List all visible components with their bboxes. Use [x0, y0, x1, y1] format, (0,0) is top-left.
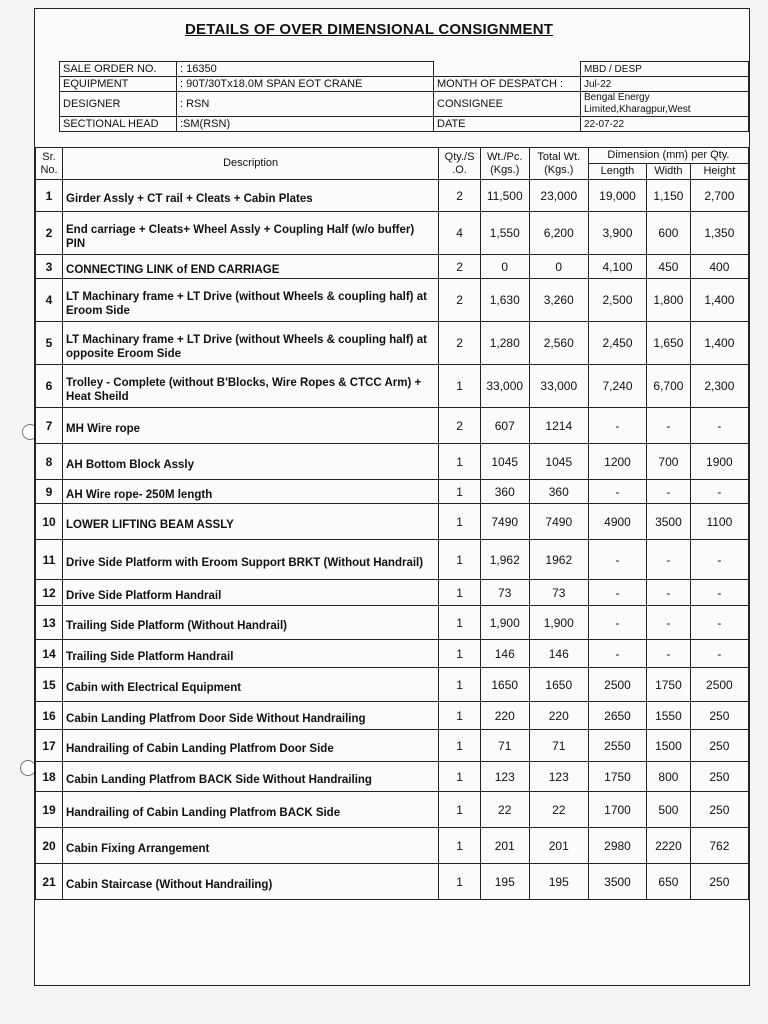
row-width: 450: [647, 255, 691, 279]
row-height: 250: [690, 702, 748, 730]
table-row: [36, 668, 749, 702]
row-weight-per-piece: 360: [480, 480, 529, 504]
row-weight-per-piece: 0: [480, 255, 529, 279]
row-sr: 14: [36, 640, 63, 668]
row-qty: 1: [439, 828, 481, 864]
table-row: [36, 365, 749, 408]
row-total-weight: 1962: [529, 540, 588, 580]
row-height: -: [690, 580, 748, 606]
row-sr: 4: [36, 279, 63, 322]
row-width: 2220: [647, 828, 691, 864]
row-sr: 12: [36, 580, 63, 606]
table-row: [36, 504, 749, 540]
row-total-weight: 123: [529, 762, 588, 792]
row-description: Handrailing of Cabin Landing Platfrom Door Side: [63, 730, 439, 762]
row-length: -: [588, 606, 646, 640]
row-width: 1500: [647, 730, 691, 762]
row-description: End carriage + Cleats+ Wheel Assly + Coupling Half (w/o buffer) PIN: [63, 212, 439, 255]
row-total-weight: 195: [529, 864, 588, 900]
row-weight-per-piece: 123: [480, 762, 529, 792]
row-weight-per-piece: 1,900: [480, 606, 529, 640]
row-weight-per-piece: 146: [480, 640, 529, 668]
row-description: LT Machinary frame + LT Drive (without Wheels & coupling half) at Eroom Side: [63, 279, 439, 322]
row-total-weight: 3,260: [529, 279, 588, 322]
table-row: [36, 702, 749, 730]
row-height: 250: [690, 762, 748, 792]
equipment-label: EQUIPMENT: [60, 77, 177, 92]
row-height: 250: [690, 864, 748, 900]
row-width: -: [647, 640, 691, 668]
row-sr: 20: [36, 828, 63, 864]
row-total-weight: 71: [529, 730, 588, 762]
row-width: 1,800: [647, 279, 691, 322]
row-length: 2,450: [588, 322, 646, 365]
row-weight-per-piece: 73: [480, 580, 529, 606]
row-sr: 19: [36, 792, 63, 828]
row-height: 1900: [690, 444, 748, 480]
row-qty: 4: [439, 212, 481, 255]
row-qty: 1: [439, 702, 481, 730]
header-sr: Sr. No.: [36, 148, 63, 180]
row-qty: 1: [439, 444, 481, 480]
row-qty: 1: [439, 365, 481, 408]
table-row: [36, 762, 749, 792]
row-description: AH Bottom Block Assly: [63, 444, 439, 480]
row-length: 1200: [588, 444, 646, 480]
sale-order-value: : 16350: [177, 62, 434, 77]
row-qty: 2: [439, 279, 481, 322]
table-row: [36, 730, 749, 762]
row-width: 1550: [647, 702, 691, 730]
row-description: AH Wire rope- 250M length: [63, 480, 439, 504]
row-qty: 2: [439, 255, 481, 279]
row-qty: 1: [439, 504, 481, 540]
row-sr: 6: [36, 365, 63, 408]
header-total-wt: Total Wt. (Kgs.): [529, 148, 588, 180]
row-qty: 1: [439, 762, 481, 792]
row-width: -: [647, 580, 691, 606]
row-sr: 8: [36, 444, 63, 480]
row-height: 2,700: [690, 180, 748, 212]
consignment-sheet: [34, 8, 750, 986]
date-value: 22-07-22: [581, 117, 749, 132]
row-weight-per-piece: 7490: [480, 504, 529, 540]
row-total-weight: 360: [529, 480, 588, 504]
consignee-line-1: Bengal Energy: [584, 92, 650, 103]
row-width: 600: [647, 212, 691, 255]
row-sr: 13: [36, 606, 63, 640]
row-width: 1,150: [647, 180, 691, 212]
row-weight-per-piece: 1,280: [480, 322, 529, 365]
row-description: Handrailing of Cabin Landing Platfrom BACK Side: [63, 792, 439, 828]
table-row: [36, 444, 749, 480]
row-qty: 2: [439, 322, 481, 365]
row-height: 2500: [690, 668, 748, 702]
row-length: 4,100: [588, 255, 646, 279]
consignee-value: [581, 92, 749, 117]
row-width: -: [647, 540, 691, 580]
header-width: Width: [647, 164, 691, 180]
row-qty: 1: [439, 480, 481, 504]
row-length: 1750: [588, 762, 646, 792]
header-wt-pc: Wt./Pc. (Kgs.): [480, 148, 529, 180]
row-length: 3,900: [588, 212, 646, 255]
row-length: -: [588, 540, 646, 580]
row-description: CONNECTING LINK of END CARRIAGE: [63, 255, 439, 279]
row-qty: 2: [439, 180, 481, 212]
row-description: Trailing Side Platform (Without Handrail): [63, 606, 439, 640]
row-sr: 15: [36, 668, 63, 702]
row-height: 1,400: [690, 279, 748, 322]
row-description: LOWER LIFTING BEAM ASSLY: [63, 504, 439, 540]
row-weight-per-piece: 11,500: [480, 180, 529, 212]
row-qty: 2: [439, 408, 481, 444]
row-total-weight: 33,000: [529, 365, 588, 408]
row-sr: 2: [36, 212, 63, 255]
row-width: 3500: [647, 504, 691, 540]
row-length: 4900: [588, 504, 646, 540]
row-total-weight: 201: [529, 828, 588, 864]
document-title: DETAILS OF OVER DIMENSIONAL CONSIGNMENT: [185, 21, 554, 38]
row-qty: 1: [439, 580, 481, 606]
row-total-weight: 146: [529, 640, 588, 668]
table-row: [36, 580, 749, 606]
table-row: [36, 408, 749, 444]
row-total-weight: 22: [529, 792, 588, 828]
row-width: 500: [647, 792, 691, 828]
table-row: [36, 480, 749, 504]
row-height: -: [690, 540, 748, 580]
row-qty: 1: [439, 540, 481, 580]
row-sr: 11: [36, 540, 63, 580]
designer-value: : RSN: [177, 92, 434, 117]
row-height: 1,400: [690, 322, 748, 365]
row-length: 2980: [588, 828, 646, 864]
row-width: -: [647, 408, 691, 444]
row-length: 2650: [588, 702, 646, 730]
row-sr: 10: [36, 504, 63, 540]
row-sr: 21: [36, 864, 63, 900]
row-width: -: [647, 480, 691, 504]
row-sr: 16: [36, 702, 63, 730]
row-description: Cabin Landing Platfrom Door Side Without Handrailing: [63, 702, 439, 730]
row-width: -: [647, 606, 691, 640]
row-sr: 1: [36, 180, 63, 212]
row-length: 7,240: [588, 365, 646, 408]
order-info-table: [59, 61, 749, 132]
row-height: 400: [690, 255, 748, 279]
row-width: 6,700: [647, 365, 691, 408]
row-length: 2550: [588, 730, 646, 762]
header-description: Description: [63, 148, 439, 180]
row-total-weight: 1214: [529, 408, 588, 444]
row-weight-per-piece: 1045: [480, 444, 529, 480]
row-width: 1750: [647, 668, 691, 702]
table-row: [36, 279, 749, 322]
consignment-table: [35, 147, 749, 900]
table-row: [36, 255, 749, 279]
header-length: Length: [588, 164, 646, 180]
row-width: 800: [647, 762, 691, 792]
row-weight-per-piece: 220: [480, 702, 529, 730]
row-height: 762: [690, 828, 748, 864]
row-width: 650: [647, 864, 691, 900]
row-weight-per-piece: 1,962: [480, 540, 529, 580]
row-total-weight: 6,200: [529, 212, 588, 255]
row-total-weight: 73: [529, 580, 588, 606]
table-body: [36, 180, 749, 900]
row-height: -: [690, 606, 748, 640]
row-description: Cabin Fixing Arrangement: [63, 828, 439, 864]
row-sr: 7: [36, 408, 63, 444]
row-qty: 1: [439, 640, 481, 668]
equipment-value: : 90T/30Tx18.0M SPAN EOT CRANE: [177, 77, 434, 92]
row-qty: 1: [439, 668, 481, 702]
info-spacer: [434, 62, 581, 77]
row-sr: 17: [36, 730, 63, 762]
row-description: Cabin with Electrical Equipment: [63, 668, 439, 702]
table-row: [36, 606, 749, 640]
row-length: 1700: [588, 792, 646, 828]
header-dimension: Dimension (mm) per Qty.: [588, 148, 748, 164]
sale-order-label: SALE ORDER NO.: [60, 62, 177, 77]
row-length: 3500: [588, 864, 646, 900]
table-row: [36, 180, 749, 212]
row-description: Trolley - Complete (without B'Blocks, Wire Ropes & CTCC Arm) + Heat Sheild: [63, 365, 439, 408]
month-value: Jul-22: [581, 77, 749, 92]
row-qty: 1: [439, 606, 481, 640]
row-height: 250: [690, 730, 748, 762]
row-total-weight: 0: [529, 255, 588, 279]
mbd-label: MBD / DESP: [581, 62, 749, 77]
row-description: Drive Side Platform with Eroom Support BRKT (Without Handrail): [63, 540, 439, 580]
row-width: 1,650: [647, 322, 691, 365]
row-height: 2,300: [690, 365, 748, 408]
row-length: 2,500: [588, 279, 646, 322]
table-row: [36, 212, 749, 255]
row-height: 1,350: [690, 212, 748, 255]
row-sr: 5: [36, 322, 63, 365]
row-length: 2500: [588, 668, 646, 702]
row-total-weight: 23,000: [529, 180, 588, 212]
table-row: [36, 640, 749, 668]
table-row: [36, 792, 749, 828]
row-length: -: [588, 408, 646, 444]
row-description: Cabin Landing Platfrom BACK Side Without Handrailing: [63, 762, 439, 792]
row-weight-per-piece: 1,630: [480, 279, 529, 322]
row-total-weight: 1,900: [529, 606, 588, 640]
row-sr: 18: [36, 762, 63, 792]
row-weight-per-piece: 33,000: [480, 365, 529, 408]
row-description: MH Wire rope: [63, 408, 439, 444]
row-weight-per-piece: 1650: [480, 668, 529, 702]
sectional-head-label: SECTIONAL HEAD: [60, 117, 177, 132]
row-description: Trailing Side Platform Handrail: [63, 640, 439, 668]
row-length: 19,000: [588, 180, 646, 212]
row-weight-per-piece: 607: [480, 408, 529, 444]
row-qty: 1: [439, 864, 481, 900]
consignee-label: CONSIGNEE: [434, 92, 581, 117]
table-row: [36, 828, 749, 864]
row-total-weight: 7490: [529, 504, 588, 540]
designer-label: DESIGNER: [60, 92, 177, 117]
table-row: [36, 540, 749, 580]
row-weight-per-piece: 195: [480, 864, 529, 900]
row-height: -: [690, 640, 748, 668]
consignee-line-2: Limited,Kharagpur,West: [584, 104, 691, 115]
row-total-weight: 1650: [529, 668, 588, 702]
row-sr: 3: [36, 255, 63, 279]
table-row: [36, 322, 749, 365]
row-weight-per-piece: 1,550: [480, 212, 529, 255]
header-height: Height: [690, 164, 748, 180]
row-weight-per-piece: 22: [480, 792, 529, 828]
row-description: Drive Side Platform Handrail: [63, 580, 439, 606]
row-description: Cabin Staircase (Without Handrailing): [63, 864, 439, 900]
row-width: 700: [647, 444, 691, 480]
row-total-weight: 2,560: [529, 322, 588, 365]
header-qty: Qty./S .O.: [439, 148, 481, 180]
row-height: -: [690, 480, 748, 504]
row-total-weight: 220: [529, 702, 588, 730]
row-length: -: [588, 580, 646, 606]
row-length: -: [588, 480, 646, 504]
row-height: 250: [690, 792, 748, 828]
row-weight-per-piece: 201: [480, 828, 529, 864]
month-label: MONTH OF DESPATCH :: [434, 77, 581, 92]
row-description: Girder Assly + CT rail + Cleats + Cabin Plates: [63, 180, 439, 212]
row-height: -: [690, 408, 748, 444]
sectional-head-value: :SM(RSN): [177, 117, 434, 132]
row-length: -: [588, 640, 646, 668]
row-qty: 1: [439, 730, 481, 762]
row-weight-per-piece: 71: [480, 730, 529, 762]
date-label: DATE: [434, 117, 581, 132]
table-row: [36, 864, 749, 900]
row-height: 1100: [690, 504, 748, 540]
row-total-weight: 1045: [529, 444, 588, 480]
row-sr: 9: [36, 480, 63, 504]
row-description: LT Machinary frame + LT Drive (without Wheels & coupling half) at opposite Eroom Side: [63, 322, 439, 365]
row-qty: 1: [439, 792, 481, 828]
